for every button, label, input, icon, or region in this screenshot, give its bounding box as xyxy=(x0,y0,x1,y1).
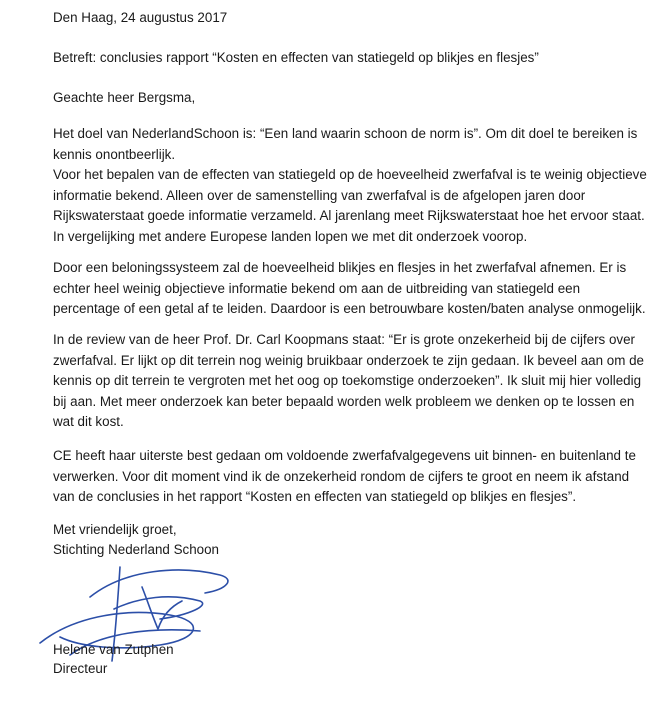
paragraph-1-line: Het doel van NederlandSchoon is: “Een land waarin schoon de norm is”. Om dit doel te bereiken is xyxy=(53,126,638,141)
paragraph-1-line: Rijkswaterstaat goede informatie verzameld. Al jarenlang meet Rijkswaterstaat hoe het ervoor staat. xyxy=(53,208,645,224)
paragraph-1-line: In vergelijking met andere Europese landen lopen we met dit onderzoek voorop. xyxy=(53,228,528,244)
paragraph-4-line: CE heeft haar uiterste best gedaan om voldoende zwerfafvalgegevens uit binnen- en buitenland te xyxy=(53,448,636,463)
paragraph-1 xyxy=(53,124,647,248)
paragraph-3 xyxy=(53,330,645,433)
paragraph-2 xyxy=(53,258,646,320)
paragraph-3-line: bij aan. Met meer onderzoek kan beter bepaald worden welk probleem we denken op te lossen en xyxy=(53,393,635,409)
paragraph-4-line: verwerken. Voor dit moment vind ik de onzekerheid rondom de cijfers te groot en neem ik afstand xyxy=(53,468,630,484)
paragraph-2-line: percentage of een getal af te leiden. Daardoor is een betrouwbare kosten/baten analyse onmogelijk. xyxy=(53,301,646,317)
paragraph-1-line: informatie bekend. Alleen over de samenstelling van zwerfafval is de afgelopen jaren door xyxy=(53,187,586,203)
paragraph-2-line: Door een beloningssysteem zal de hoeveelheid blikjes en flesjes in het zwerfafval afnemen. Er is xyxy=(53,260,627,275)
organization-name: Stichting Nederland Schoon xyxy=(53,542,220,557)
signer-title: Directeur xyxy=(53,661,108,676)
paragraph-3-line: wat dit kost. xyxy=(53,414,124,430)
salutation: Geachte heer Bergsma, xyxy=(53,90,196,105)
paragraph-3-line: In de review van de heer Prof. Dr. Carl Koopmans staat: “Er is grote onzekerheid bij de cijfers over xyxy=(53,332,636,347)
paragraph-4-line: van de conclusies in het rapport “Kosten en effecten van statiegeld op blikjes en flesjes”. xyxy=(53,489,577,505)
paragraph-1-line: Voor het bepalen van de effecten van statiegeld op de hoeveelheid zwerfafval is te weinig objectieve xyxy=(53,167,647,183)
subject-line: Betreft: conclusies rapport “Kosten en effecten van statiegeld op blikjes en flesjes” xyxy=(53,50,539,65)
paragraph-4 xyxy=(53,446,636,508)
paragraph-2-line: echter heel weinig objectieve informatie bekend om aan de uitbreiding van statiegeld een xyxy=(53,280,581,296)
paragraph-3-line: zwerfafval. Er lijkt op dit terrein nog weinig bruikbaar onderzoek te zijn gedaan. Ik beveel aan om de xyxy=(53,352,645,368)
paragraph-3-line: kennis op dit terrein te vergroten met het oog op toekomstige onderzoeken”. Ik sluit mij hier volledig xyxy=(53,373,642,389)
closing: Met vriendelijk groet, xyxy=(53,522,177,537)
place-date: Den Haag, 24 augustus 2017 xyxy=(53,10,228,25)
paragraph-1-line: kennis onontbeerlijk. xyxy=(53,146,176,162)
signer-name: Helene van Zutphen xyxy=(53,642,174,657)
